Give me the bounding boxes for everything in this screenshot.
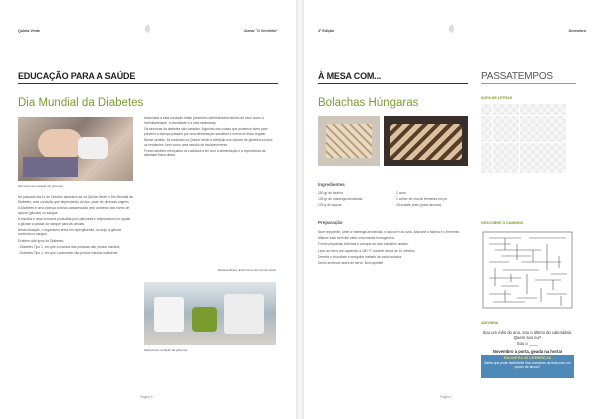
wordsearch-wordlist — [481, 176, 574, 204]
paragraph: No passado dia 14 de Outubro assinalou-se na Quinta Verde o Dia Mundial da Diabetes, uma condição que dependendo do tipo, pode ter diversas origens. — [18, 195, 133, 204]
riddle-hint: Novembro à porta, geada na horta! — [492, 349, 563, 354]
section-title: EDUCAÇÃO PARA A SAÚDE — [18, 71, 136, 81]
ingredient-item: 125 gr de manteiga amolecida — [318, 197, 363, 202]
ingredient-item: 2 ovos — [396, 191, 406, 195]
riddle-text: Sou um mês do ano, sou o último do calendário. Quem sou eu? — [482, 330, 573, 340]
ingredient-item: 250 gr de farinha — [318, 191, 343, 195]
pastimes-rule — [481, 83, 576, 84]
article-headline: Dia Mundial da Diabetes — [18, 97, 144, 109]
ingredients-list-a — [318, 191, 390, 210]
recipe-headline: Bolachas Húngaras — [318, 97, 419, 109]
photo-cookies-1 — [318, 116, 380, 166]
section-rule — [318, 83, 468, 84]
paragraph: Leve ao forno pré-aquecido a 180 ºC durante cerca de 10 minutos. — [318, 248, 416, 253]
preparation-text — [318, 230, 473, 267]
tip-box — [481, 355, 574, 378]
ingredients-title: Ingredientes — [318, 182, 345, 187]
header-right: Jornal "O Verdinho" — [243, 29, 278, 33]
pastimes-title: PASSATEMPOS — [481, 71, 553, 82]
tip-title: ENCONTRA AS DIFERENÇAS — [503, 356, 552, 360]
paragraph: Deixe arrefecer antes de servir. Bom apetite! — [318, 261, 384, 266]
section-title: À MESA COM... — [318, 71, 382, 81]
photo-caption: Material de medição da glicemia — [144, 348, 188, 352]
paragraph: Misture tudo bem até obter uma massa homogénea. — [318, 236, 395, 241]
paragraph: Os sintomas da diabetes são variados. Algumas das coisas que podemos fazer para prevenir a doença passam por uma alimentação saudável e exercício físico regular. — [144, 126, 268, 136]
paragraph: Nesse sentido, foi realizado na Quinta Verde a medição dos valores de glicemia a todos os residentes, bem como uma sessão de esclarecimento. — [144, 137, 273, 147]
grid-cell — [562, 169, 566, 173]
ingredient-item: Chocolate preto (para decorar) — [396, 203, 442, 208]
wordsearch-title: SOPA DE LETRAS — [481, 96, 513, 100]
wordsearch-grid — [481, 104, 566, 174]
paragraph: A insulina é uma hormona produzida pelo pâncreas e responsável por ajudar a glicose a passar do sangue para as células. — [18, 216, 131, 226]
maze-puzzle — [481, 230, 574, 310]
ingredients-list-b — [396, 191, 476, 210]
riddle-answer: Sou o ____ — [516, 341, 539, 346]
riddle-title: ADIVINHA — [481, 321, 499, 325]
paragraph: Nesta situação, o organismo entra em hiperglicemia, ou seja, a glicose continua no sangue. — [18, 227, 122, 237]
article-signature: Mariana Brites, Enfermeira da Quinta Verde — [217, 268, 276, 272]
article-col-2 — [144, 116, 276, 160]
left-page — [0, 0, 296, 419]
article-col-1 — [18, 195, 133, 257]
tip-text: Sabia que pode facilmente tirar manchas de tinta com um pouco de álcool? — [484, 361, 571, 369]
paragraph: - Diabetes Tipo 1, em que a maioria das pessoas não produz insulina; — [18, 244, 121, 249]
header-left: 3ª Edição — [318, 29, 335, 33]
paragraph: - Diabetes Tipo 2, em que o pâncreas não produz insulina suficiente. — [18, 251, 119, 256]
paragraph: Derreta o chocolate e mergulhe metade de cada bolacha. — [318, 254, 403, 259]
photo-cookies-2 — [384, 116, 468, 166]
photo-caption: Momento da medição de glicemia — [18, 184, 63, 188]
paragraph: Num recipiente, junte a manteiga amolecida, o açúcar e os ovos. Adicione a farinha e o fermento. — [318, 230, 461, 234]
header-right: Dezembro — [568, 29, 586, 33]
photo-glucose-kit — [144, 282, 276, 345]
maze-title: DESCOBRE O CAMINHO — [481, 221, 524, 225]
paragraph: Forme pequenas bolinhas e coloque-as num tabuleiro untado. — [318, 242, 409, 247]
page-number: Página 6 — [140, 395, 153, 399]
header-left: Quinta Verde — [18, 29, 41, 33]
page-gutter — [296, 0, 304, 419]
leaf-logo-icon — [447, 23, 456, 34]
photo-glucose-measure — [18, 117, 133, 181]
ingredient-item: 1 colher de chá de fermento em pó — [396, 197, 448, 202]
paragraph: A Diabetes é uma doença crónica caracterizada pelo aumento dos níveis de açúcar (glicose) no sangue. — [18, 205, 130, 215]
page-number: Página 7 — [440, 395, 453, 399]
riddle — [481, 330, 574, 354]
ingredient-item: 125 g de açúcar — [318, 203, 342, 208]
paragraph: Existem dois tipos de Diabetes: — [18, 238, 64, 243]
paragraph: Associada a esta condição estão presentes determinados fatores de risco como a hereditariedade, a obesidade e a vida sedentária. — [144, 116, 264, 125]
preparation-title: Preparação — [318, 220, 343, 225]
paragraph: Foram também reforçados os cuidados a ter com a alimentação e a importância da atividade física diária. — [144, 148, 266, 158]
section-rule — [18, 83, 278, 84]
leaf-logo-icon — [143, 23, 152, 34]
